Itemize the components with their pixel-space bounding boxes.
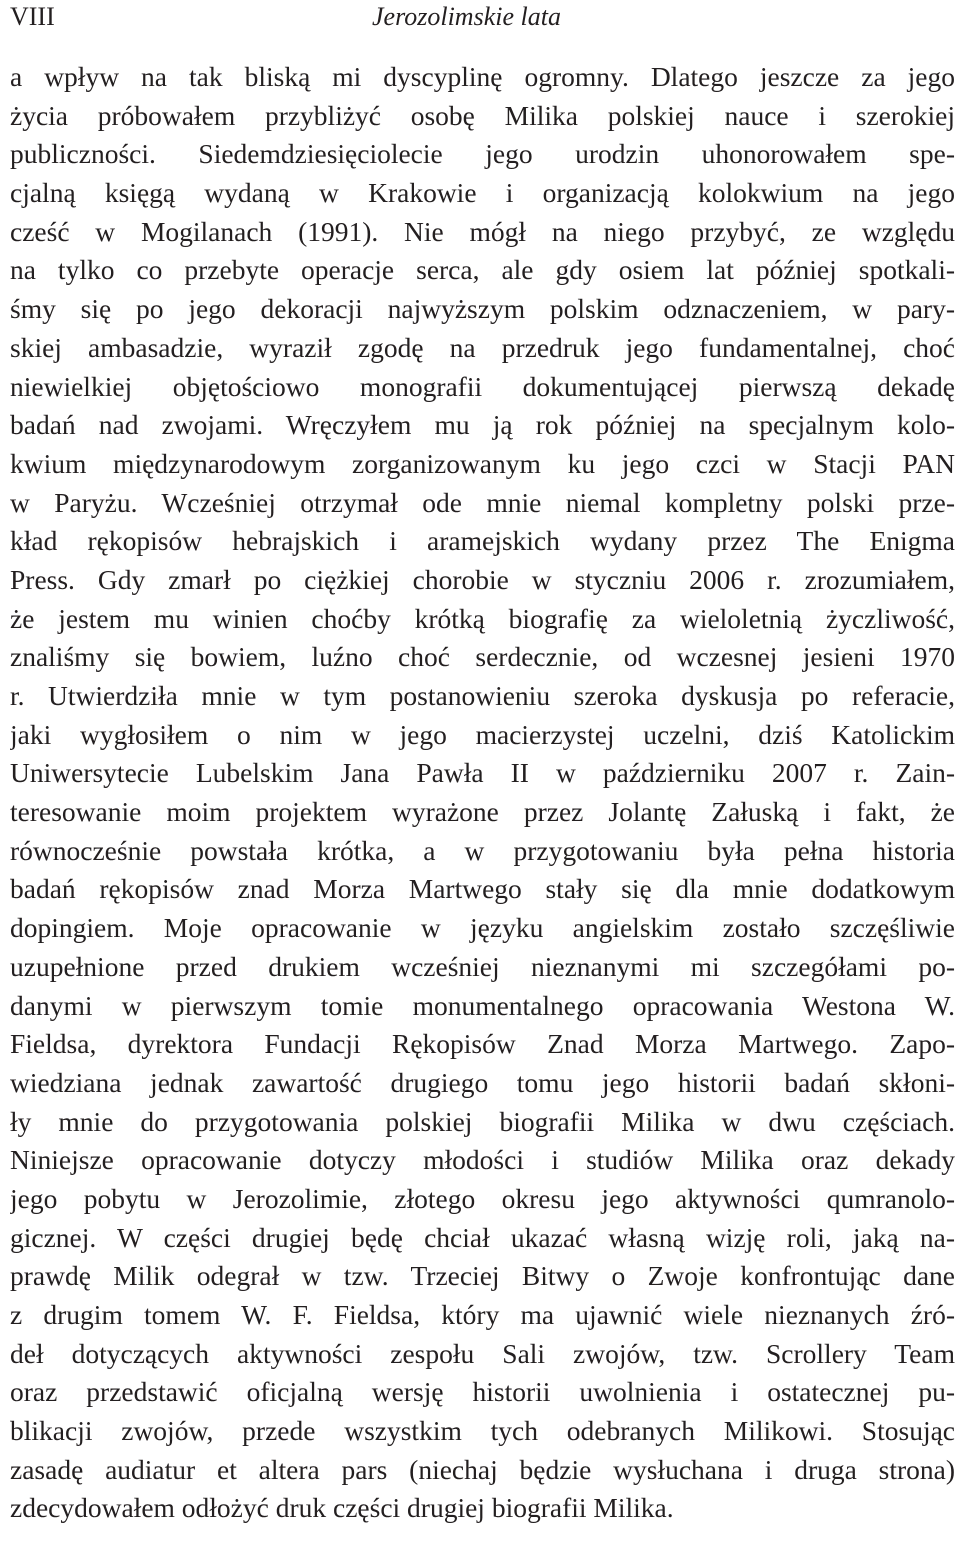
text-line: uzupełnione przed drukiem wcześniej nieznanymi mi szczegółami po- [10, 950, 955, 982]
text-line: r. Utwierdziła mnie w tym postanowieniu szeroka dyskusja po referacie, [10, 680, 955, 711]
text-line: danymi w pierwszym tomie monumentalnego opracowania Westona W. [10, 989, 955, 1021]
text-line: kwium międzynarodowym zorganizowanym ku jego czci w Stacji PAN [10, 447, 955, 479]
text-line: badań nad zwojami. Wręczyłem mu ją rok później na specjalnym kolo- [10, 409, 955, 441]
text-line: Uniwersytecie Lubelskim Jana Pawła II w październiku 2007 r. Zain- [10, 757, 955, 789]
text-line: kład rękopisów hebrajskich i aramejskich wydany przez The Enigma [10, 525, 955, 557]
text-line: blikacji zwojów, przede wszystkim tych odebranych Milikowi. Stosując [10, 1415, 955, 1447]
text-line: zasadę audiatur et altera pars (niechaj będzie wysłuchana i druga strona) [10, 1453, 955, 1485]
text-line: skiej ambasadzie, wyraził zgodę na przedruk jego fundamentalnej, choć [10, 331, 955, 363]
text-line: Niniejsze opracowanie dotyczy młodości i studiów Milika oraz dekady [10, 1144, 955, 1176]
text-line: życia próbowałem przybliżyć osobę Milika polskiej nauce i szerokiej [10, 99, 955, 131]
text-line: w Paryżu. Wcześniej otrzymał ode mnie niemal kompletny polski prze- [10, 486, 955, 518]
text-line: publiczności. Siedemdziesięciolecie jego urodzin uhonorowałem spe- [10, 138, 955, 170]
text-line: równocześnie powstała krótka, a w przygotowaniu była pełna historia [10, 834, 955, 866]
text-line: gicznej. W części drugiej będę chciał ukazać własną wizję roli, jaką na- [10, 1221, 955, 1253]
text-line: z drugim tomem W. F. Fieldsa, który ma ujawnić wiele nieznanych źró- [10, 1299, 955, 1330]
text-line: dopingiem. Moje opracowanie w języku angielskim zostało szczęśliwie [10, 912, 955, 944]
text-line: ły mnie do przygotowania polskiej biografii Milika w dwu częściach. [10, 1105, 955, 1137]
body-paragraph [10, 58, 955, 1528]
page-number: VIII [10, 2, 55, 31]
text-line: jaki wygłosiłem o nim w jego macierzystej uczelni, dziś Katolickim [10, 718, 955, 750]
text-line: wiedziana jednak zawartość drugiego tomu jego historii badań skłoni- [10, 1066, 955, 1098]
text-line: na tylko co przebyte operacje serca, ale gdy osiem lat później spotkali- [10, 254, 955, 286]
text-line: cześć w Mogilanach (1991). Nie mógł na niego przybyć, ze względu [10, 215, 955, 247]
text-line: Fieldsa, dyrektora Fundacji Rękopisów Znad Morza Martwego. Zapo- [10, 1028, 955, 1060]
text-line: jego pobytu w Jerozolimie, złotego okresu jego aktywności qumranolo- [10, 1182, 955, 1214]
text-line: teresowanie moim projektem wyrażone przez Jolantę Załuską i fakt, że [10, 796, 955, 828]
text-line: badań rękopisów znad Morza Martwego stały się dla mnie dodatkowym [10, 873, 955, 905]
running-head [10, 0, 955, 34]
text-line: zdecydowałem odłożyć druk części drugiej biografii Milika. [10, 1492, 674, 1524]
text-line: a wpływ na tak bliską mi dyscyplinę ogromny. Dlatego jeszcze za jego [10, 61, 955, 92]
text-line: niewielkiej objętościowo monografii dokumentującej pierwszą dekadę [10, 370, 955, 402]
text-line: Press. Gdy zmarł po ciężkiej chorobie w styczniu 2006 r. zrozumiałem, [10, 563, 955, 595]
text-line: znaliśmy się bowiem, luźno choć serdecznie, od wczesnej jesieni 1970 [10, 641, 955, 673]
text-line: oraz przedstawić oficjalną wersję historii uwolnienia i ostatecznej pu- [10, 1376, 955, 1408]
text-line: prawdę Milik odegrał w tzw. Trzeciej Bitwy o Zwoje konfrontując dane [10, 1260, 955, 1292]
text-line: cjalną księgą wydaną w Krakowie i organizacją kolokwium na jego [10, 177, 955, 209]
text-line: deł dotyczących aktywności zespołu Sali zwojów, tzw. Scrollery Team [10, 1337, 955, 1369]
running-title: Jerozolimskie lata [372, 2, 561, 31]
text-line: śmy się po jego dekoracji najwyższym polskim odznaczeniem, w pary- [10, 293, 955, 325]
text-line: że jestem mu winien choćby krótką biografię za wieloletnią życzliwość, [10, 602, 955, 634]
